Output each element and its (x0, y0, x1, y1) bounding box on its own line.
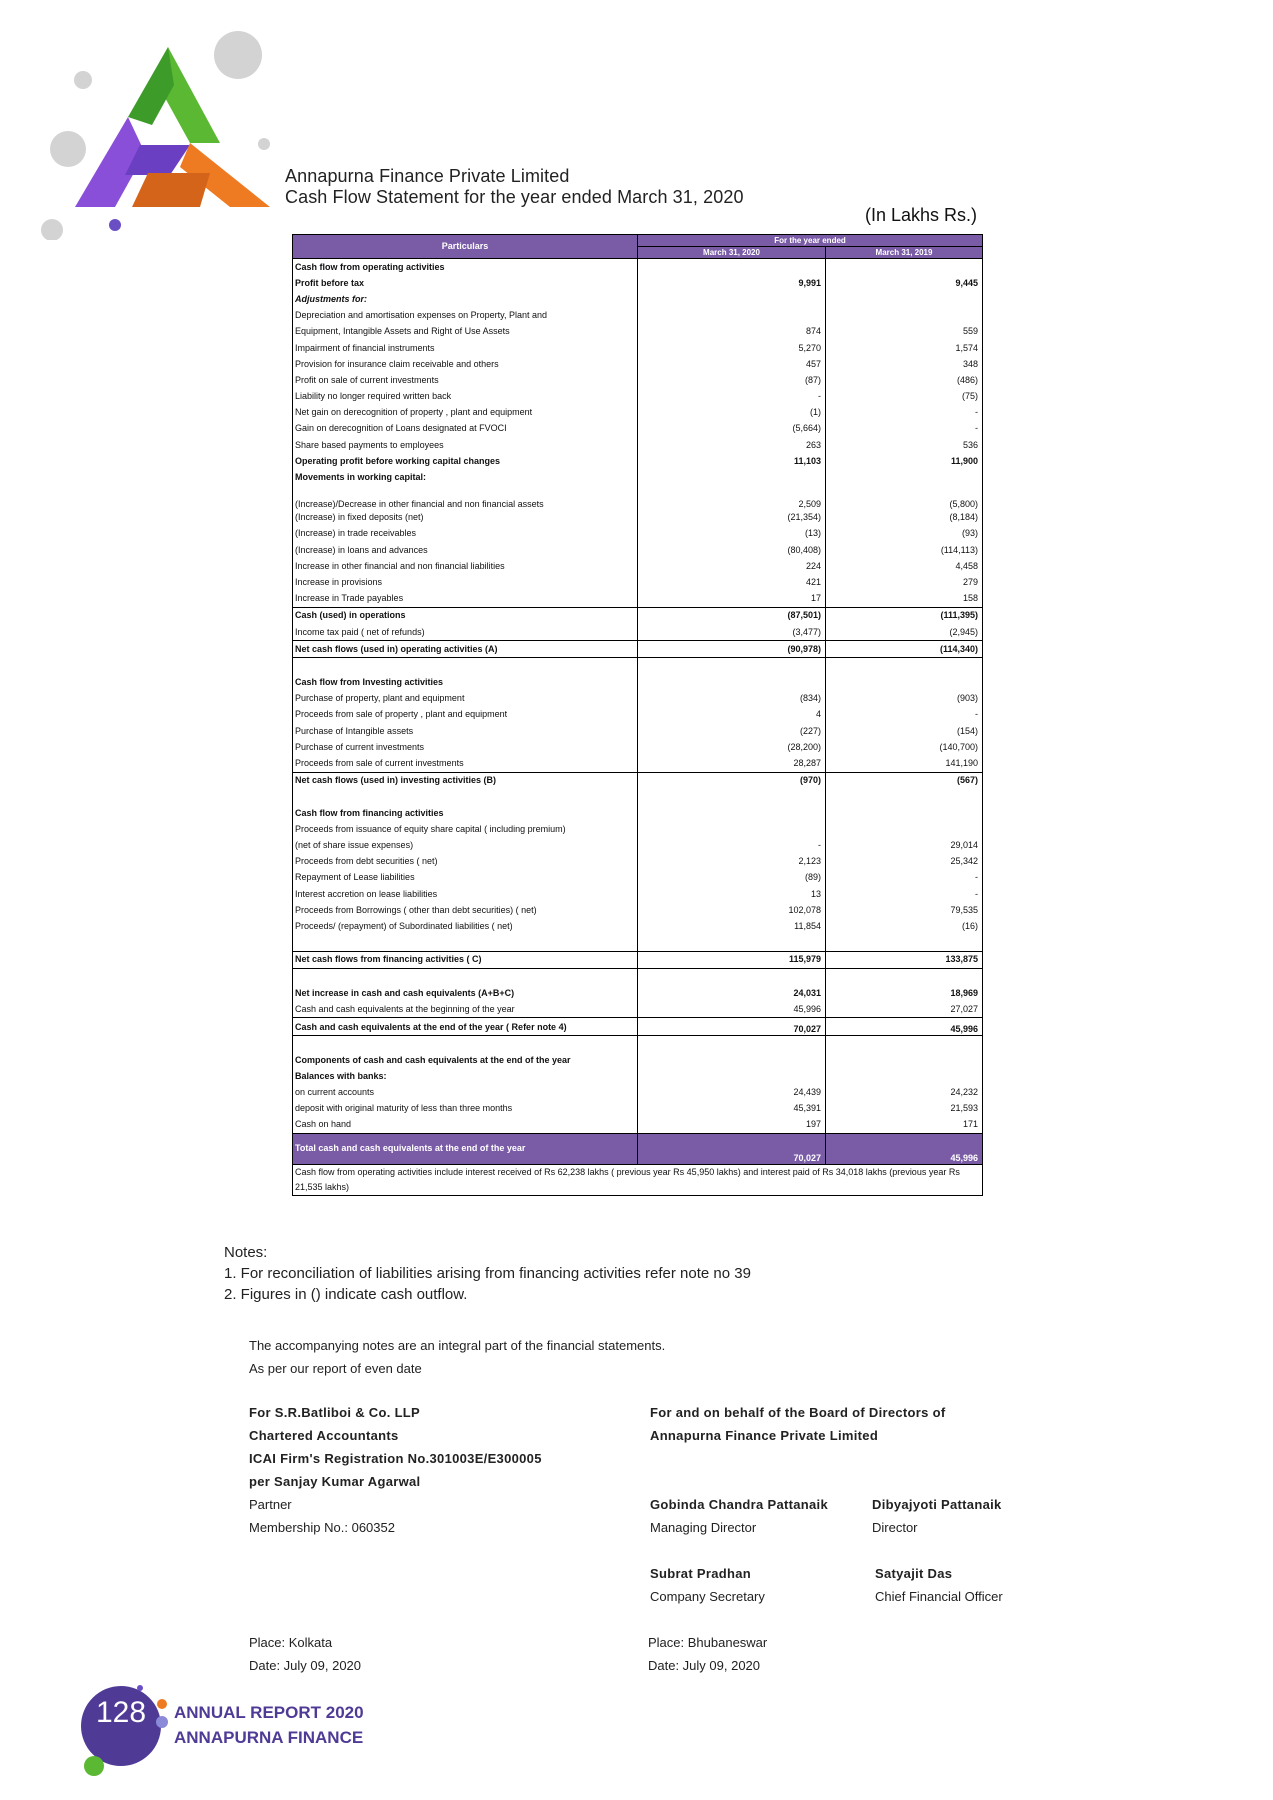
date-left: Date: July 09, 2020 (249, 1658, 362, 1673)
row-label: on current accounts (293, 1084, 638, 1100)
row-value-2020: 17 (638, 591, 826, 608)
notes-heading: Notes: (224, 1244, 268, 1261)
row-value-2020: (970) (638, 772, 826, 789)
decor-circle (41, 219, 63, 240)
table-row (293, 675, 983, 691)
row-value-2020: (87,501) (638, 607, 826, 624)
row-value-2020 (638, 308, 826, 324)
row-value-2020: 2,123 (638, 854, 826, 870)
note-1: 1. For reconciliation of liabilities arising from financing activities refer note no 39 (224, 1265, 751, 1282)
row-value-2019: (93) (826, 526, 983, 542)
row-value-2019 (826, 1052, 983, 1068)
table-row (293, 453, 983, 469)
row-value-2019 (826, 1068, 983, 1084)
row-value-2019 (826, 658, 983, 675)
row-value-2019: 536 (826, 437, 983, 453)
row-label: Movements in working capital: (293, 469, 638, 485)
row-value-2020 (638, 658, 826, 675)
row-value-2020: 2,509 (638, 486, 826, 510)
place-right: Place: Bhubaneswar (648, 1635, 768, 1650)
header-particulars: Particulars (293, 235, 638, 259)
decor-circle (214, 31, 262, 79)
row-value-2020 (638, 1035, 826, 1052)
cs-signature (650, 1562, 765, 1608)
row-value-2019: 18,969 (826, 985, 983, 1001)
row-value-2019: (567) (826, 772, 983, 789)
table-row (293, 870, 983, 886)
row-value-2019 (826, 1035, 983, 1052)
row-label: Purchase of current investments (293, 739, 638, 755)
row-label: (Increase) in fixed deposits (net) (293, 510, 638, 526)
logo-orange-shard (132, 173, 210, 207)
row-value-2020 (638, 1068, 826, 1084)
row-value-2020: 115,979 (638, 951, 826, 968)
accompany-text: The accompanying notes are an integral part of the financial statements. (249, 1338, 666, 1353)
membership-no: Membership No.: 060352 (249, 1520, 395, 1535)
row-value-2020 (638, 291, 826, 307)
page-footer-badge (80, 1682, 180, 1787)
row-value-2019: 24,232 (826, 1084, 983, 1100)
auditor-partner: per Sanjay Kumar Agarwal (249, 1474, 421, 1489)
table-row (293, 902, 983, 918)
table-row (293, 707, 983, 723)
row-label: Proceeds/ (repayment) of Subordinated liabilities ( net) (293, 918, 638, 934)
row-value-2019: - (826, 886, 983, 902)
director-role: Director (872, 1520, 918, 1535)
row-label: Proceeds from issuance of equity share capital ( including premium) (293, 821, 638, 837)
row-label: Cash flow from financing activities (293, 805, 638, 821)
table-row (293, 469, 983, 485)
row-value-2020 (638, 805, 826, 821)
row-value-2019: - (826, 421, 983, 437)
row-label: Depreciation and amortisation expenses on Property, Plant and (293, 308, 638, 324)
row-value-2019: (154) (826, 723, 983, 739)
row-label: Interest accretion on lease liabilities (293, 886, 638, 902)
row-label: Cash and cash equivalents at the end of the year ( Refer note 4) (293, 1018, 638, 1035)
row-value-2019 (826, 805, 983, 821)
row-value-2020: 45,391 (638, 1100, 826, 1116)
table-row (293, 259, 983, 276)
table-row (293, 405, 983, 421)
row-value-2020 (638, 935, 826, 952)
cfo-signature (875, 1562, 1003, 1608)
table-row (293, 1035, 983, 1052)
table-row (293, 607, 983, 624)
row-value-2020: (1) (638, 405, 826, 421)
table-body (293, 259, 983, 1134)
row-value-2019 (826, 968, 983, 985)
table-row (293, 641, 983, 658)
md-role: Managing Director (650, 1520, 757, 1535)
table-row (293, 558, 983, 574)
row-label: Share based payments to employees (293, 437, 638, 453)
place-left: Place: Kolkata (249, 1635, 333, 1650)
row-value-2020: 70,027 (638, 1018, 826, 1035)
row-value-2020: 102,078 (638, 902, 826, 918)
units-label: (In Lakhs Rs.) (864, 205, 977, 225)
table-row (293, 886, 983, 902)
row-label: (net of share issue expenses) (293, 837, 638, 853)
partner-role: Partner (249, 1497, 292, 1512)
table-row (293, 772, 983, 789)
row-value-2019: 4,458 (826, 558, 983, 574)
table-row (293, 985, 983, 1001)
row-label: Increase in provisions (293, 574, 638, 590)
total-label: Total cash and cash equivalents at the end of the year (293, 1133, 638, 1164)
row-label: Cash and cash equivalents at the beginning of the year (293, 1001, 638, 1018)
row-value-2019: 279 (826, 574, 983, 590)
row-value-2019 (826, 259, 983, 276)
table-row (293, 1117, 983, 1134)
table-row (293, 574, 983, 590)
table-row (293, 691, 983, 707)
row-label: (Increase) in loans and advances (293, 542, 638, 558)
row-value-2020 (638, 821, 826, 837)
accompany-block (249, 1334, 665, 1380)
row-label: Increase in Trade payables (293, 591, 638, 608)
row-value-2020: (5,664) (638, 421, 826, 437)
row-value-2020: 263 (638, 437, 826, 453)
decor-circle (50, 131, 86, 167)
row-value-2019: (114,113) (826, 542, 983, 558)
row-value-2019: (8,184) (826, 510, 983, 526)
table-row (293, 275, 983, 291)
row-label: Cash on hand (293, 1117, 638, 1134)
row-label: Net cash flows (used in) investing activities (B) (293, 772, 638, 789)
row-value-2020: - (638, 389, 826, 405)
row-label: Gain on derecognition of Loans designated at FVOCI (293, 421, 638, 437)
row-value-2019: (75) (826, 389, 983, 405)
row-label: Proceeds from sale of current investments (293, 755, 638, 772)
director-signature (872, 1493, 1002, 1539)
row-value-2020 (638, 1052, 826, 1068)
total-2019: 45,996 (826, 1133, 983, 1164)
table-row (293, 968, 983, 985)
row-value-2019: 45,996 (826, 1018, 983, 1035)
row-value-2020 (638, 469, 826, 485)
row-value-2019: 1,574 (826, 340, 983, 356)
row-value-2019: 9,445 (826, 275, 983, 291)
row-value-2020 (638, 259, 826, 276)
decor-circle (109, 219, 121, 231)
row-label: Proceeds from Borrowings ( other than debt securities) ( net) (293, 902, 638, 918)
row-value-2019: 158 (826, 591, 983, 608)
row-value-2019: 79,535 (826, 902, 983, 918)
table-row (293, 755, 983, 772)
row-label: Income tax paid ( net of refunds) (293, 624, 638, 641)
row-value-2019 (826, 821, 983, 837)
row-value-2020: (13) (638, 526, 826, 542)
row-label: Liability no longer required written back (293, 389, 638, 405)
row-label: Equipment, Intangible Assets and Right of Use Assets (293, 324, 638, 340)
auditor-signature (249, 1401, 542, 1539)
row-value-2020: 11,103 (638, 453, 826, 469)
row-value-2019: 11,900 (826, 453, 983, 469)
auditor-type: Chartered Accountants (249, 1428, 399, 1443)
row-label: Provision for insurance claim receivable and others (293, 356, 638, 372)
row-label (293, 789, 638, 805)
row-label: Net increase in cash and cash equivalents (A+B+C) (293, 985, 638, 1001)
cs-name: Subrat Pradhan (650, 1566, 751, 1581)
row-value-2020: 9,991 (638, 275, 826, 291)
date-right: Date: July 09, 2020 (648, 1658, 761, 1673)
table-row (293, 510, 983, 526)
table-row (293, 421, 983, 437)
row-value-2020: 421 (638, 574, 826, 590)
total-row (293, 1133, 983, 1164)
company-logo (40, 25, 280, 240)
company-name: Annapurna Finance Private Limited (285, 166, 570, 186)
row-value-2019: 29,014 (826, 837, 983, 853)
row-label: Cash flow from Investing activities (293, 675, 638, 691)
row-value-2020 (638, 675, 826, 691)
table-row (293, 372, 983, 388)
decor-circle (258, 138, 270, 150)
table-row (293, 542, 983, 558)
row-value-2019: - (826, 707, 983, 723)
row-value-2019: - (826, 405, 983, 421)
row-value-2019 (826, 675, 983, 691)
table-row (293, 935, 983, 952)
table-row (293, 356, 983, 372)
cash-flow-table (292, 234, 983, 1196)
table-row (293, 918, 983, 934)
table-row (293, 1018, 983, 1035)
table-row (293, 854, 983, 870)
row-label: Net cash flows from financing activities ( C) (293, 951, 638, 968)
table-row (293, 1084, 983, 1100)
row-value-2020: (90,978) (638, 641, 826, 658)
table-row (293, 1001, 983, 1018)
table-row (293, 658, 983, 675)
table-row (293, 951, 983, 968)
footnote: Cash flow from operating activities include interest received of Rs 62,238 lakhs ( previous year Rs 45,950 lakhs) and interest paid of Rs 34,018 lakhs (previous year Rs 21,535 lakhs) (293, 1164, 983, 1195)
row-label: Profit on sale of current investments (293, 372, 638, 388)
table-row (293, 1052, 983, 1068)
row-value-2020: (21,354) (638, 510, 826, 526)
row-value-2020: 4 (638, 707, 826, 723)
table-row (293, 437, 983, 453)
row-value-2019: 25,342 (826, 854, 983, 870)
footer-line-2: ANNAPURNA FINANCE (174, 1728, 364, 1747)
row-value-2020: 874 (638, 324, 826, 340)
board-line-2: Annapurna Finance Private Limited (650, 1428, 879, 1443)
row-value-2020: 24,439 (638, 1084, 826, 1100)
table-row (293, 591, 983, 608)
row-value-2019: (111,395) (826, 607, 983, 624)
row-label: Operating profit before working capital changes (293, 453, 638, 469)
row-label: deposit with original maturity of less than three months (293, 1100, 638, 1116)
page-number: 128 (95, 1696, 147, 1729)
row-label: Net cash flows (used in) operating activities (A) (293, 641, 638, 658)
row-value-2019 (826, 789, 983, 805)
row-value-2020: (80,408) (638, 542, 826, 558)
row-label (293, 968, 638, 985)
row-value-2020: (834) (638, 691, 826, 707)
table-row (293, 723, 983, 739)
table-row (293, 526, 983, 542)
row-value-2019: (5,800) (826, 486, 983, 510)
row-label: Proceeds from sale of property , plant and equipment (293, 707, 638, 723)
row-value-2019: (2,945) (826, 624, 983, 641)
table-row (293, 739, 983, 755)
footer-line-1: ANNUAL REPORT 2020 (174, 1703, 364, 1722)
footer-text (174, 1700, 364, 1750)
row-value-2020: (89) (638, 870, 826, 886)
table-row (293, 308, 983, 324)
row-value-2019: 21,593 (826, 1100, 983, 1116)
row-value-2020: (87) (638, 372, 826, 388)
md-signature (650, 1493, 828, 1539)
row-value-2020: 45,996 (638, 1001, 826, 1018)
row-label: Adjustments for: (293, 291, 638, 307)
header-year-group: For the year ended (638, 235, 983, 247)
row-label (293, 935, 638, 952)
row-value-2019: 27,027 (826, 1001, 983, 1018)
place-date-right (648, 1631, 767, 1677)
row-label: Profit before tax (293, 275, 638, 291)
row-value-2019: (903) (826, 691, 983, 707)
cfo-role: Chief Financial Officer (875, 1589, 1003, 1604)
row-label: (Increase) in trade receivables (293, 526, 638, 542)
md-name: Gobinda Chandra Pattanaik (650, 1497, 828, 1512)
row-value-2020: 24,031 (638, 985, 826, 1001)
decor-circle (74, 71, 92, 89)
auditor-firm: For S.R.Batliboi & Co. LLP (249, 1405, 421, 1420)
row-label: Cash flow from operating activities (293, 259, 638, 276)
row-label: Repayment of Lease liabilities (293, 870, 638, 886)
table-row (293, 805, 983, 821)
row-label: Increase in other financial and non financial liabilities (293, 558, 638, 574)
row-value-2020: (28,200) (638, 739, 826, 755)
row-label: Cash (used) in operations (293, 607, 638, 624)
board-line-1: For and on behalf of the Board of Directors of (650, 1405, 946, 1420)
footnote-row (293, 1164, 983, 1195)
row-value-2020: 13 (638, 886, 826, 902)
row-value-2020: (227) (638, 723, 826, 739)
table-row (293, 789, 983, 805)
row-label: (Increase)/Decrease in other financial and non financial assets (293, 486, 638, 510)
row-value-2020 (638, 789, 826, 805)
row-value-2019 (826, 308, 983, 324)
row-value-2020: 5,270 (638, 340, 826, 356)
table-row (293, 291, 983, 307)
row-value-2019: 171 (826, 1117, 983, 1134)
row-label (293, 1035, 638, 1052)
row-value-2019: (114,340) (826, 641, 983, 658)
auditor-reg: ICAI Firm's Registration No.301003E/E300005 (249, 1451, 542, 1466)
place-date-left (249, 1631, 361, 1677)
row-value-2020: 457 (638, 356, 826, 372)
table-row (293, 340, 983, 356)
row-label: Components of cash and cash equivalents at the end of the year (293, 1052, 638, 1068)
row-value-2019: 133,875 (826, 951, 983, 968)
row-label: Impairment of financial instruments (293, 340, 638, 356)
row-value-2019: (16) (826, 918, 983, 934)
row-label: Net gain on derecognition of property , plant and equipment (293, 405, 638, 421)
cfo-name: Satyajit Das (875, 1566, 953, 1581)
row-label: Balances with banks: (293, 1068, 638, 1084)
row-value-2019: 559 (826, 324, 983, 340)
row-value-2019: - (826, 870, 983, 886)
row-value-2019 (826, 291, 983, 307)
row-label: Proceeds from debt securities ( net) (293, 854, 638, 870)
total-2020: 70,027 (638, 1133, 826, 1164)
row-label: Purchase of property, plant and equipment (293, 691, 638, 707)
table-row (293, 389, 983, 405)
table-row (293, 837, 983, 853)
table-row (293, 1068, 983, 1084)
row-value-2019: (486) (826, 372, 983, 388)
row-value-2019 (826, 935, 983, 952)
note-2: 2. Figures in () indicate cash outflow. (224, 1286, 468, 1303)
table-row (293, 486, 983, 510)
cs-role: Company Secretary (650, 1589, 765, 1604)
row-value-2019: 348 (826, 356, 983, 372)
board-heading (650, 1401, 945, 1447)
table-row (293, 324, 983, 340)
director-name: Dibyajyoti Pattanaik (872, 1497, 1002, 1512)
row-value-2020: (3,477) (638, 624, 826, 641)
row-value-2020: - (638, 837, 826, 853)
as-per-text: As per our report of even date (249, 1361, 422, 1376)
notes-block (224, 1242, 751, 1305)
logo-green-shard (128, 47, 174, 125)
header-2020: March 31, 2020 (638, 247, 826, 259)
row-value-2019: (140,700) (826, 739, 983, 755)
row-value-2019: 141,190 (826, 755, 983, 772)
row-label: Purchase of Intangible assets (293, 723, 638, 739)
header-2019: March 31, 2019 (826, 247, 983, 259)
table-row (293, 821, 983, 837)
row-label (293, 658, 638, 675)
row-value-2019 (826, 469, 983, 485)
row-value-2020: 197 (638, 1117, 826, 1134)
row-value-2020: 28,287 (638, 755, 826, 772)
table-row (293, 624, 983, 641)
row-value-2020 (638, 968, 826, 985)
table-row (293, 1100, 983, 1116)
row-value-2020: 11,854 (638, 918, 826, 934)
row-value-2020: 224 (638, 558, 826, 574)
statement-title: Cash Flow Statement for the year ended March 31, 2020 (285, 187, 744, 207)
